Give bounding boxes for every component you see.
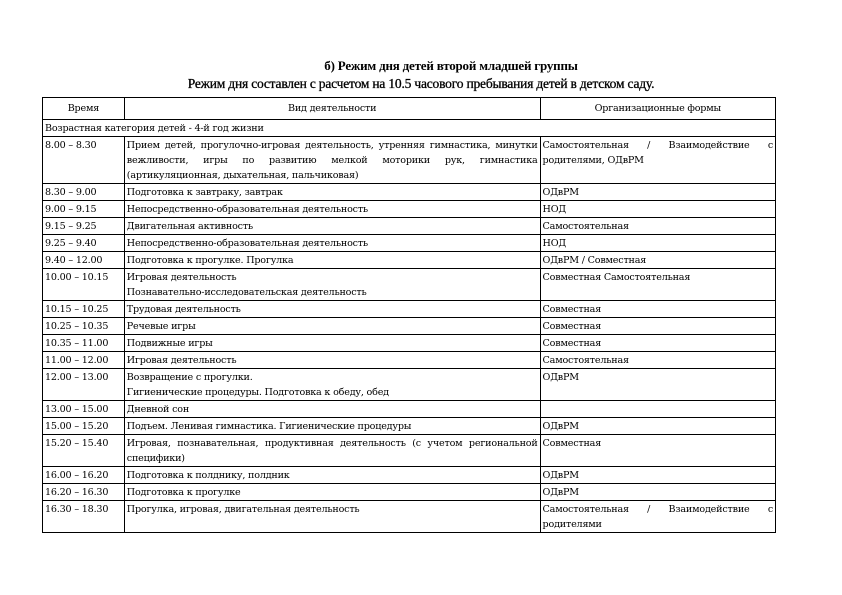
row-form: НОД (540, 235, 775, 252)
activity-text: Подготовка к прогулке. Прогулка (126, 255, 294, 266)
table-row (43, 235, 776, 252)
activity-text: Непосредственно-образовательная деятельность (126, 204, 368, 215)
document-subtitle: Режим дня составлен с расчетом на 10.5 часового пребывания детей в детском саду. (187, 76, 655, 91)
table-row (43, 501, 776, 533)
row-activity (124, 369, 540, 401)
table-row (43, 201, 776, 218)
table-row (43, 269, 776, 301)
table-row (43, 335, 776, 352)
table-row (43, 184, 776, 201)
row-form: Совместная (540, 301, 775, 318)
row-form (540, 401, 775, 418)
activity-text: Игровая деятельность (126, 355, 237, 366)
row-form: ОДвРМ (540, 184, 775, 201)
row-time: 8.00 – 8.30 (43, 137, 125, 184)
row-time: 13.00 – 15.00 (43, 401, 125, 418)
row-form: Совместная (540, 318, 775, 335)
row-form: НОД (540, 201, 775, 218)
row-form: Самостоятельная / Взаимодействие с родителями, ОДвРМ (540, 137, 775, 184)
table-row (43, 252, 776, 269)
row-form: ОДвРМ (540, 369, 775, 401)
row-activity (124, 435, 540, 467)
row-activity (124, 418, 540, 435)
activity-text: Непосредственно-образовательная деятельность (126, 238, 368, 249)
row-activity (124, 218, 540, 235)
activity-text: Игровая деятельность (126, 272, 237, 283)
activity-text-line2: Гигиенические процедуры. Подготовка к обеду, обед (126, 387, 389, 398)
row-time: 9.00 – 9.15 (43, 201, 125, 218)
row-time: 10.35 – 11.00 (43, 335, 125, 352)
row-time: 16.30 – 18.30 (43, 501, 125, 533)
header-activity: Вид деятельности (124, 98, 540, 120)
row-activity (124, 401, 540, 418)
row-time: 10.00 – 10.15 (43, 269, 125, 301)
activity-text: Трудовая деятельность (126, 304, 241, 315)
activity-text: Подъем. Ленивая гимнастика. Гигиенические процедуры (126, 421, 412, 432)
activity-text: Возвращение с прогулки. (126, 372, 253, 383)
row-activity (124, 201, 540, 218)
row-activity (124, 335, 540, 352)
row-activity (124, 184, 540, 201)
table-row (43, 418, 776, 435)
row-time: 9.40 – 12.00 (43, 252, 125, 269)
row-time: 8.30 – 9.00 (43, 184, 125, 201)
activity-text: Подготовка к прогулке (126, 487, 241, 498)
row-time: 10.25 – 10.35 (43, 318, 125, 335)
row-time: 9.25 – 9.40 (43, 235, 125, 252)
header-forms: Организационные формы (540, 98, 775, 120)
age-category: Возрастная категория детей - 4-й год жизни (43, 120, 776, 137)
row-form: Самостоятельная (540, 218, 775, 235)
row-form: ОДвРМ (540, 467, 775, 484)
table-row (43, 401, 776, 418)
activity-text: Игровая, познавательная, продуктивная деятельность (с учетом региональной специфики) (126, 438, 538, 464)
row-form: ОДвРМ (540, 418, 775, 435)
row-time: 11.00 – 12.00 (43, 352, 125, 369)
activity-text: Речевые игры (126, 321, 196, 332)
table-row (43, 218, 776, 235)
row-activity (124, 301, 540, 318)
table-row (43, 301, 776, 318)
row-activity (124, 501, 540, 533)
row-form: Совместная (540, 335, 775, 352)
row-form: Самостоятельная / Взаимодействие с родителями (540, 501, 775, 533)
row-time: 15.00 – 15.20 (43, 418, 125, 435)
row-activity (124, 137, 540, 184)
table-row (43, 369, 776, 401)
row-activity (124, 352, 540, 369)
activity-text: Подготовка к полднику, полдник (126, 470, 290, 481)
activity-text: Двигательная активность (126, 221, 253, 232)
row-form: Совместная Самостоятельная (540, 269, 775, 301)
row-activity (124, 252, 540, 269)
row-activity (124, 235, 540, 252)
table-row (43, 137, 776, 184)
row-time: 15.20 – 15.40 (43, 435, 125, 467)
header-time: Время (43, 98, 125, 120)
schedule-table (42, 97, 776, 533)
row-form: ОДвРМ / Совместная (540, 252, 775, 269)
activity-text: Подготовка к завтраку, завтрак (126, 187, 283, 198)
row-form: ОДвРМ (540, 484, 775, 501)
activity-text: Подвижные игры (126, 338, 213, 349)
activity-text: Дневной сон (126, 404, 190, 415)
table-header-row (43, 98, 776, 120)
table-row (43, 318, 776, 335)
row-form: Совместная (540, 435, 775, 467)
activity-text: Прогулка, игровая, двигательная деятельность (126, 504, 360, 515)
activity-text-line2: Познавательно-исследовательская деятельность (126, 287, 367, 298)
row-time: 16.00 – 16.20 (43, 467, 125, 484)
row-activity (124, 484, 540, 501)
row-time: 16.20 – 16.30 (43, 484, 125, 501)
row-activity (124, 318, 540, 335)
row-activity (124, 467, 540, 484)
table-row (43, 435, 776, 467)
activity-text: Прием детей, прогулочно-игровая деятельность, утренняя гимнастика, минутки вежливости, игры по развитию мелкой моторики рук, гимнастика (артикуляционная, дыхательная, пальчиковая) (126, 140, 538, 181)
table-row (43, 484, 776, 501)
document-title: б) Режим дня детей второй младшей группы (324, 58, 578, 73)
row-time: 10.15 – 10.25 (43, 301, 125, 318)
table-row (43, 467, 776, 484)
row-form: Самостоятельная (540, 352, 775, 369)
row-time: 12.00 – 13.00 (43, 369, 125, 401)
row-activity (124, 269, 540, 301)
row-time: 9.15 – 9.25 (43, 218, 125, 235)
category-row (43, 120, 776, 137)
table-row (43, 352, 776, 369)
